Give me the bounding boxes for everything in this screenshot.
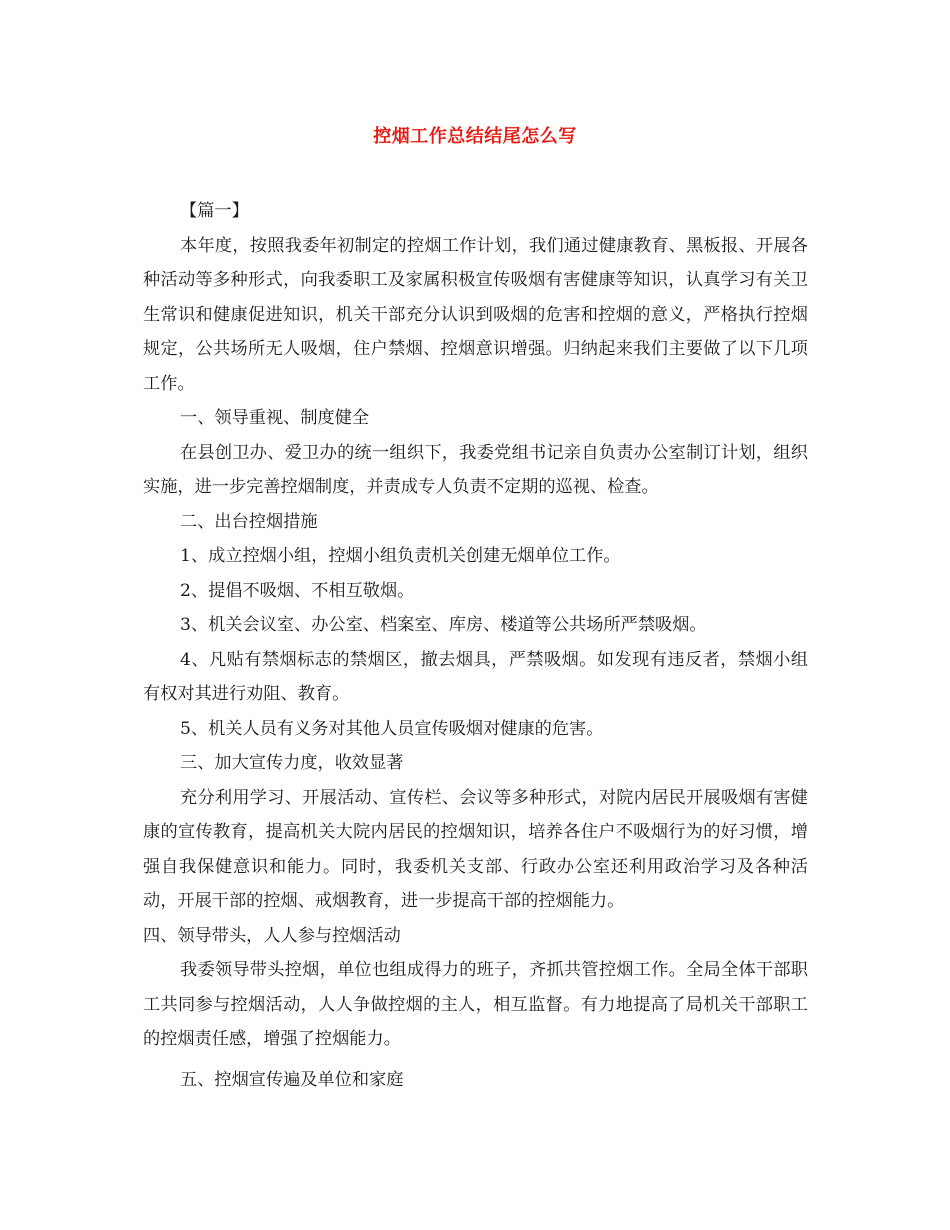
section-heading: 三、加大宣传力度，收效显著 bbox=[180, 753, 404, 773]
list-item: 5、机关人员有义务对其他人员宣传吸烟对健康的危害。 bbox=[180, 718, 604, 739]
section-heading: 一、领导重视、制度健全 bbox=[180, 408, 370, 428]
document-body bbox=[143, 194, 808, 1097]
section-label: 【篇一】 bbox=[180, 201, 249, 221]
section-heading: 二、出台控烟措施 bbox=[180, 511, 318, 532]
body-paragraph: 在县创卫办、爱卫办的统一组织下，我委党组书记亲自负责办公室制订计划，组织实施，进一步完善控烟制度，并责成专人负责不定期的巡视、检查。 bbox=[143, 442, 808, 497]
list-item: 4、凡贴有禁烟标志的禁烟区，撤去烟具，严禁吸烟。如发现有违反者，禁烟小组有权对其进行劝阻、教育。 bbox=[143, 649, 808, 704]
list-item: 3、机关会议室、办公室、档案室、库房、楼道等公共场所严禁吸烟。 bbox=[180, 615, 707, 635]
section-heading: 四、领导带头，人人参与控烟活动 bbox=[143, 925, 401, 946]
list-item: 1、成立控烟小组，控烟小组负责机关创建无烟单位工作。 bbox=[180, 546, 621, 566]
section-heading: 五、控烟宣传遍及单位和家庭 bbox=[180, 1069, 404, 1090]
body-paragraph: 我委领导带头控烟，单位也组成得力的班子，齐抓共管控烟工作。全局全体干部职工共同参与控烟活动，人人争做控烟的主人，相互监督。有力地提高了局机关干部职工的控烟责任感，增强了控烟能力。 bbox=[143, 960, 808, 1049]
intro-paragraph: 本年度，按照我委年初制定的控烟工作计划，我们通过健康教育、黑板报、开展各种活动等多种形式，向我委职工及家属积极宣传吸烟有害健康等知识，认真学习有关卫生常识和健康促进知识，机关干部充分认识到吸烟的危害和控烟的意义，严格执行控烟规定，公共场所无人吸烟，住户禁烟、控烟意识增强。归纳起来我们主要做了以下几项工作。 bbox=[143, 235, 808, 394]
document-title: 控烟工作总结结尾怎么写 bbox=[373, 126, 577, 147]
body-paragraph: 充分利用学习、开展活动、宣传栏、会议等多种形式，对院内居民开展吸烟有害健康的宣传教育，提高机关大院内居民的控烟知识，培养各住户不吸烟行为的好习惯，增强自我保健意识和能力。同时，我委机关支部、行政办公室还利用政治学习及各种活动，开展干部的控烟、戒烟教育，进一步提高干部的控烟能力。 bbox=[143, 787, 808, 911]
list-item: 2、提倡不吸烟、不相互敬烟。 bbox=[180, 580, 415, 601]
